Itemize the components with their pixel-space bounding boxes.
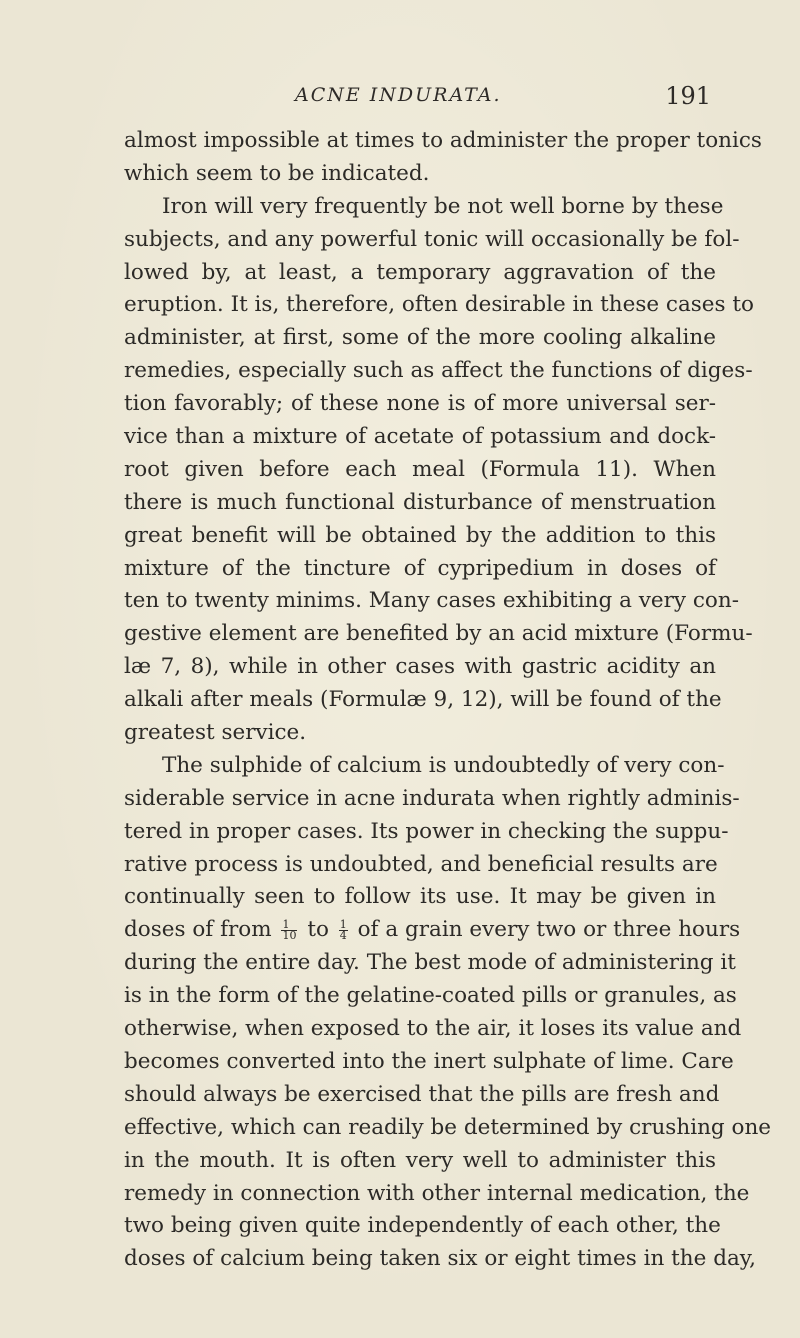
fraction-text-line (124, 914, 741, 947)
fraction-line-before: doses of from (124, 917, 272, 943)
text-line: administer, at first, some of the more cooling alkaline (124, 325, 716, 351)
text-line: alkali after meals (Formulæ 9, 12), will be found of the (124, 687, 722, 713)
text-line: is in the form of the gelatine-coated pills or granules, as (124, 983, 737, 1009)
text-line: eruption. It is, therefore, often desirable in these cases to (124, 292, 754, 318)
text-line: which seem to be indicated. (124, 160, 430, 186)
text-line: lowed by, at least, a temporary aggravation of the (124, 259, 716, 285)
text-line: there is much functional disturbance of menstruation (124, 489, 716, 515)
text-line: ten to twenty minims. Many cases exhibiting a very con- (124, 588, 739, 614)
text-line: almost impossible at times to administer the proper tonics (124, 128, 762, 153)
fraction-numerator: 1 (339, 917, 347, 931)
page-number: 191 (665, 82, 711, 110)
text-line: rative process is undoubted, and beneficial results are (124, 851, 718, 877)
fraction-one-quarter (339, 917, 348, 942)
text-line: tered in proper cases. Its power in checking the suppu- (124, 818, 729, 844)
fraction-line-after: of a grain every two or three hours (357, 917, 741, 943)
text-line: great benefit will be obtained by the addition to this (124, 522, 716, 548)
text-line: becomes converted into the inert sulphate of lime. Care (124, 1048, 734, 1074)
text-line: mixture of the tincture of cypripedium in doses of (124, 555, 716, 581)
paragraph-start-line: The sulphide of calcium is undoubtedly of very con- (162, 752, 725, 778)
fraction-denominator: 10 (282, 928, 297, 942)
fraction-numerator: 1 (281, 920, 297, 931)
text-line: doses of calcium being taken six or eight times in the day, (124, 1246, 756, 1272)
paragraph-start-line: Iron will very frequently be not well borne by these (162, 193, 724, 219)
body-text (124, 125, 772, 1276)
text-line: subjects, and any powerful tonic will occasionally be fol- (124, 226, 740, 252)
text-line: two being given quite independently of each other, the (124, 1213, 721, 1239)
text-line: tion favorably; of these none is of more universal ser- (124, 391, 716, 417)
text-line: læ 7, 8), while in other cases with gastric acidity an (124, 654, 716, 680)
text-line: remedies, especially such as affect the functions of diges- (124, 358, 753, 384)
text-line: siderable service in acne indurata when rightly adminis- (124, 785, 740, 811)
text-line: gestive element are benefited by an acid mixture (Formu- (124, 621, 753, 647)
text-line: greatest service. (124, 720, 307, 746)
text-line: root given before each meal (Formula 11). When (124, 456, 716, 482)
text-line: otherwise, when exposed to the air, it loses its value and (124, 1016, 742, 1042)
text-line: effective, which can readily be determined by crushing one (124, 1114, 772, 1140)
text-line: should always be exercised that the pills are fresh and (124, 1081, 720, 1107)
running-title: ACNE INDURATA. (295, 84, 502, 106)
fraction-one-tenth (281, 917, 297, 942)
text-line: remedy in connection with other internal medication, the (124, 1180, 750, 1206)
fraction-line-middle: to (307, 917, 329, 943)
text-line: during the entire day. The best mode of administering it (124, 950, 736, 976)
text-line: in the mouth. It is often very well to administer this (124, 1147, 716, 1173)
text-line: vice than a mixture of acetate of potassium and dock- (124, 424, 716, 450)
page-header (135, 84, 715, 114)
text-line: continually seen to follow its use. It may be given in (124, 884, 716, 910)
fraction-denominator: 4 (339, 928, 347, 942)
